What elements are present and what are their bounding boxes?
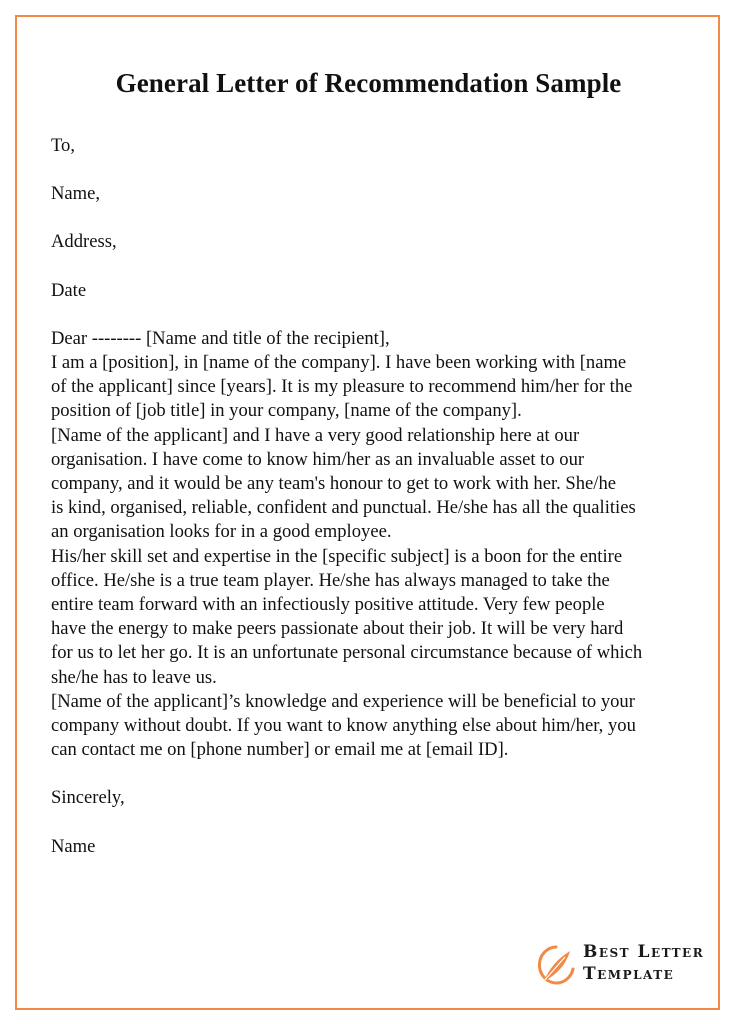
document-title: General Letter of Recommendation Sample (115, 68, 622, 98)
paragraph-line: is kind, organised, reliable, confident and punctual. He/she has all the qualities (51, 497, 636, 519)
paragraph-line: organisation. I have come to know him/her as an invaluable asset to our (51, 448, 585, 470)
brand-line-1: Best Letter (583, 942, 705, 962)
paragraph-line: company without doubt. If you want to know anything else about him/her, you (51, 715, 636, 737)
recipient-name: Name, (51, 183, 101, 205)
letter-date: Date (51, 279, 87, 301)
paragraph-line: I am a [position], in [name of the company]. I have been working with [name (51, 352, 627, 374)
paragraph-line: for us to let her go. It is an unfortunate personal circumstance because of which (51, 642, 643, 664)
paragraph-line: office. He/she is a true team player. He/she has always managed to take the (51, 569, 610, 591)
paragraph-3 (51, 545, 701, 690)
paragraph-4 (51, 690, 701, 763)
feather-pen-icon (537, 943, 575, 987)
paragraph-line: entire team forward with an infectiously positive attitude. Very few people (51, 594, 605, 616)
brand-wordmark (583, 941, 704, 985)
signature-name: Name (51, 835, 96, 857)
paragraph-line: [Name of the applicant]’s knowledge and experience will be beneficial to your (51, 690, 635, 712)
brand-line-2: Template (583, 964, 675, 984)
paragraph-line: [Name of the applicant] and I have a very good relationship here at our (51, 424, 580, 446)
recipient-address: Address, (51, 231, 117, 253)
paragraph-line: an organisation looks for in a good employee. (51, 521, 392, 543)
paragraph-line: she/he has to leave us. (51, 666, 217, 688)
paragraph-line: can contact me on [phone number] or email me at [email ID]. (51, 739, 509, 761)
recipient-to: To, (51, 135, 76, 156)
paragraph-line: of the applicant] since [years]. It is my pleasure to recommend him/her for the (51, 376, 633, 398)
salutation: Dear -------- [Name and title of the recipient], (51, 327, 390, 349)
closing: Sincerely, (51, 787, 125, 809)
brand-logo (537, 937, 707, 993)
paragraph-1 (51, 351, 701, 424)
paragraph-2 (51, 424, 701, 545)
paragraph-line: have the energy to make peers passionate about their job. It will be very hard (51, 618, 624, 640)
paragraph-line: His/her skill set and expertise in the [specific subject] is a boon for the entire (51, 545, 623, 567)
paragraph-line: company, and it would be any team's honour to get to work with her. She/he (51, 473, 617, 495)
letter-body (51, 134, 701, 859)
paragraph-line: position of [job title] in your company, [name of the company]. (51, 400, 522, 422)
